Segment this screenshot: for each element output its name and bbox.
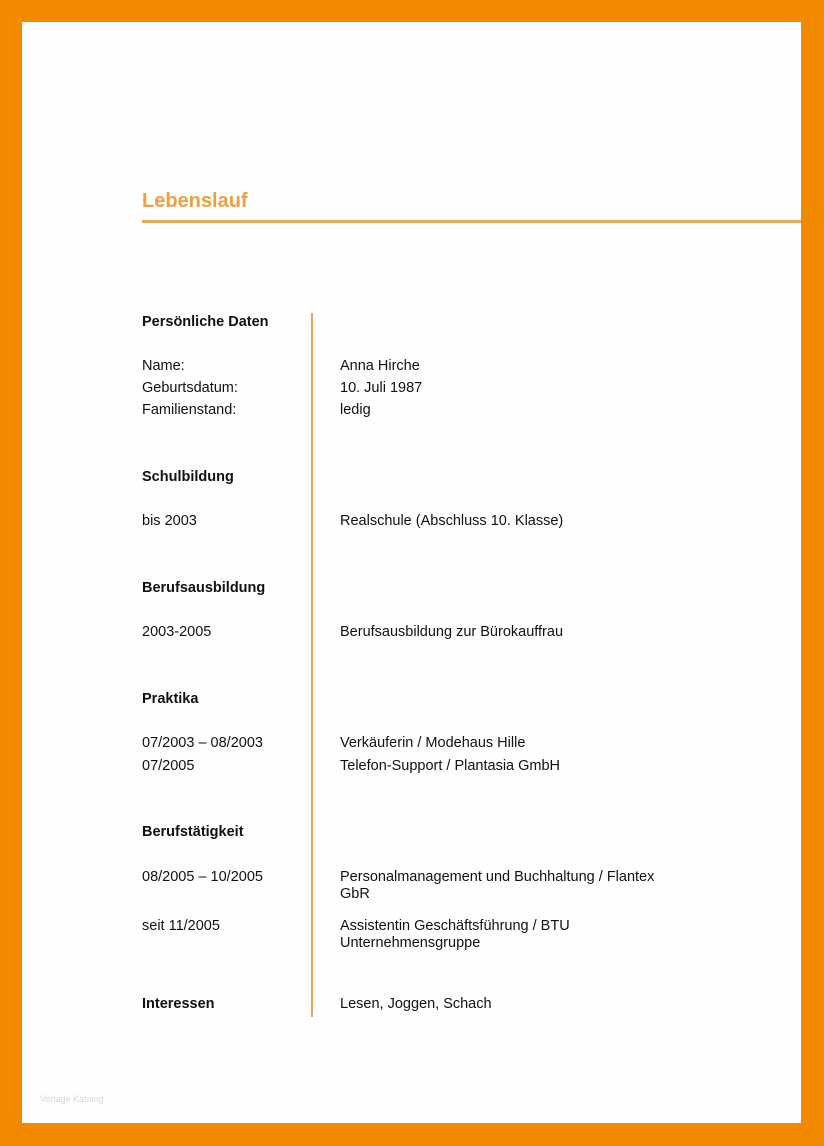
page-title: Lebenslauf [142, 190, 248, 212]
value-work-2: Assistentin Geschäftsführung / BTU Unternehmensgruppe [340, 918, 570, 951]
cv-page [22, 22, 801, 1123]
value-interests: Lesen, Joggen, Schach [340, 996, 492, 1012]
value-birthdate: 10. Juli 1987 [340, 380, 423, 396]
title-underline [142, 220, 801, 223]
value-name: Anna Hirche [340, 358, 420, 374]
label-internship-period-2: 07/2005 [142, 758, 195, 774]
value-internship-2: Telefon-Support / Plantasia GmbH [340, 758, 561, 774]
section-heading-internships: Praktika [142, 691, 199, 707]
label-school-period: bis 2003 [142, 513, 197, 529]
value-internship-1: Verkäuferin / Modehaus Hille [340, 735, 526, 751]
section-heading-work: Berufstätigkeit [142, 824, 244, 840]
section-heading-school: Schulbildung [142, 469, 234, 485]
value-marital-status: ledig [340, 402, 371, 418]
value-school: Realschule (Abschluss 10. Klasse) [340, 513, 564, 529]
label-name: Name: [142, 358, 185, 374]
value-training: Berufsausbildung zur Bürokauffrau [340, 624, 564, 640]
label-training-period: 2003-2005 [142, 624, 212, 640]
label-work-period-2: seit 11/2005 [142, 918, 220, 934]
label-internship-period-1: 07/2003 – 08/2003 [142, 735, 263, 751]
label-marital-status: Familienstand: [142, 402, 237, 418]
column-divider [311, 313, 313, 1017]
section-heading-personal: Persönliche Daten [142, 314, 269, 330]
watermark-text: Vorlage Katalog [40, 1094, 104, 1104]
section-heading-interests: Interessen [142, 996, 215, 1012]
label-work-period-1: 08/2005 – 10/2005 [142, 869, 263, 885]
value-work-1: Personalmanagement und Buchhaltung / Flantex GbR [340, 869, 655, 902]
section-heading-training: Berufsausbildung [142, 580, 266, 596]
label-birthdate: Geburtsdatum: [142, 380, 238, 396]
